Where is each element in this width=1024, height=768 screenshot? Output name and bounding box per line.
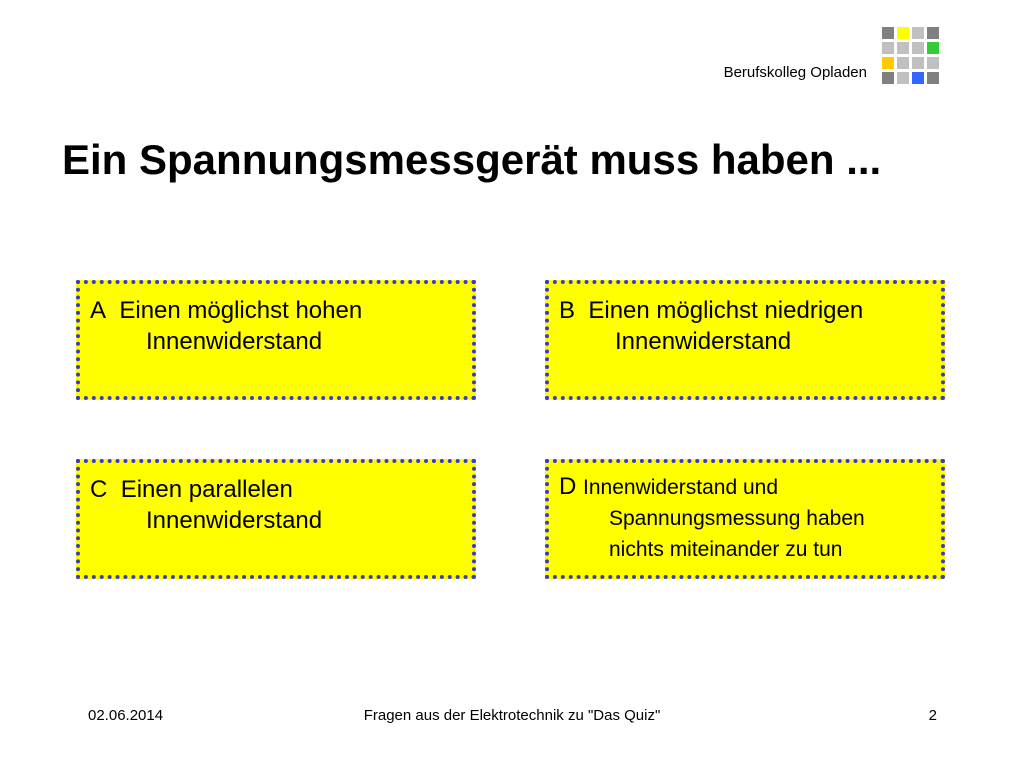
footer-date: 02.06.2014 xyxy=(88,707,164,724)
answer-a-line1 xyxy=(90,295,462,326)
page-number: 2 xyxy=(928,707,937,724)
answer-d-line1 xyxy=(559,471,931,503)
logo-square xyxy=(912,57,924,69)
logo-square xyxy=(882,57,894,69)
logo-square xyxy=(912,42,924,54)
answer-d-letter: D xyxy=(559,473,577,500)
slide-title: Ein Spannungsmessgerät muss haben ... xyxy=(62,136,882,183)
school-logo-icon xyxy=(882,27,942,87)
logo-square xyxy=(912,27,924,39)
answer-d-text: Innenwiderstand und xyxy=(583,476,778,499)
logo-square xyxy=(897,72,909,84)
answer-b-letter: B xyxy=(559,297,576,324)
answer-d-line3: nichts miteinander zu tun xyxy=(609,538,843,561)
logo-square xyxy=(897,27,909,39)
logo-square xyxy=(882,72,894,84)
answer-c-line1 xyxy=(90,474,462,505)
logo-square xyxy=(882,27,894,39)
logo-square xyxy=(927,42,939,54)
answer-option-a[interactable] xyxy=(76,280,476,400)
organization-name: Berufskolleg Opladen xyxy=(723,64,867,81)
logo-square xyxy=(912,72,924,84)
logo-square xyxy=(897,57,909,69)
logo-square xyxy=(927,27,939,39)
answer-b-line2: Innenwiderstand xyxy=(615,328,792,355)
answer-a-letter: A xyxy=(90,297,107,324)
logo-square xyxy=(882,42,894,54)
answer-c-text: Einen parallelen xyxy=(120,476,293,503)
answer-d-line2: Spannungsmessung haben xyxy=(609,507,865,530)
logo-square xyxy=(927,57,939,69)
answer-a-text: Einen möglichst hohen xyxy=(119,297,363,324)
answer-option-b[interactable] xyxy=(545,280,945,400)
answer-option-c[interactable] xyxy=(76,459,476,579)
logo-square xyxy=(897,42,909,54)
answer-c-letter: C xyxy=(90,476,108,503)
answer-option-d[interactable] xyxy=(545,459,945,579)
answer-b-text: Einen möglichst niedrigen xyxy=(588,297,864,324)
answer-b-line1 xyxy=(559,295,931,326)
answer-a-line2: Innenwiderstand xyxy=(146,328,323,355)
answer-c-line2: Innenwiderstand xyxy=(146,507,323,534)
footer-title: Fragen aus der Elektrotechnik zu "Das Quiz" xyxy=(363,707,661,724)
logo-square xyxy=(927,72,939,84)
